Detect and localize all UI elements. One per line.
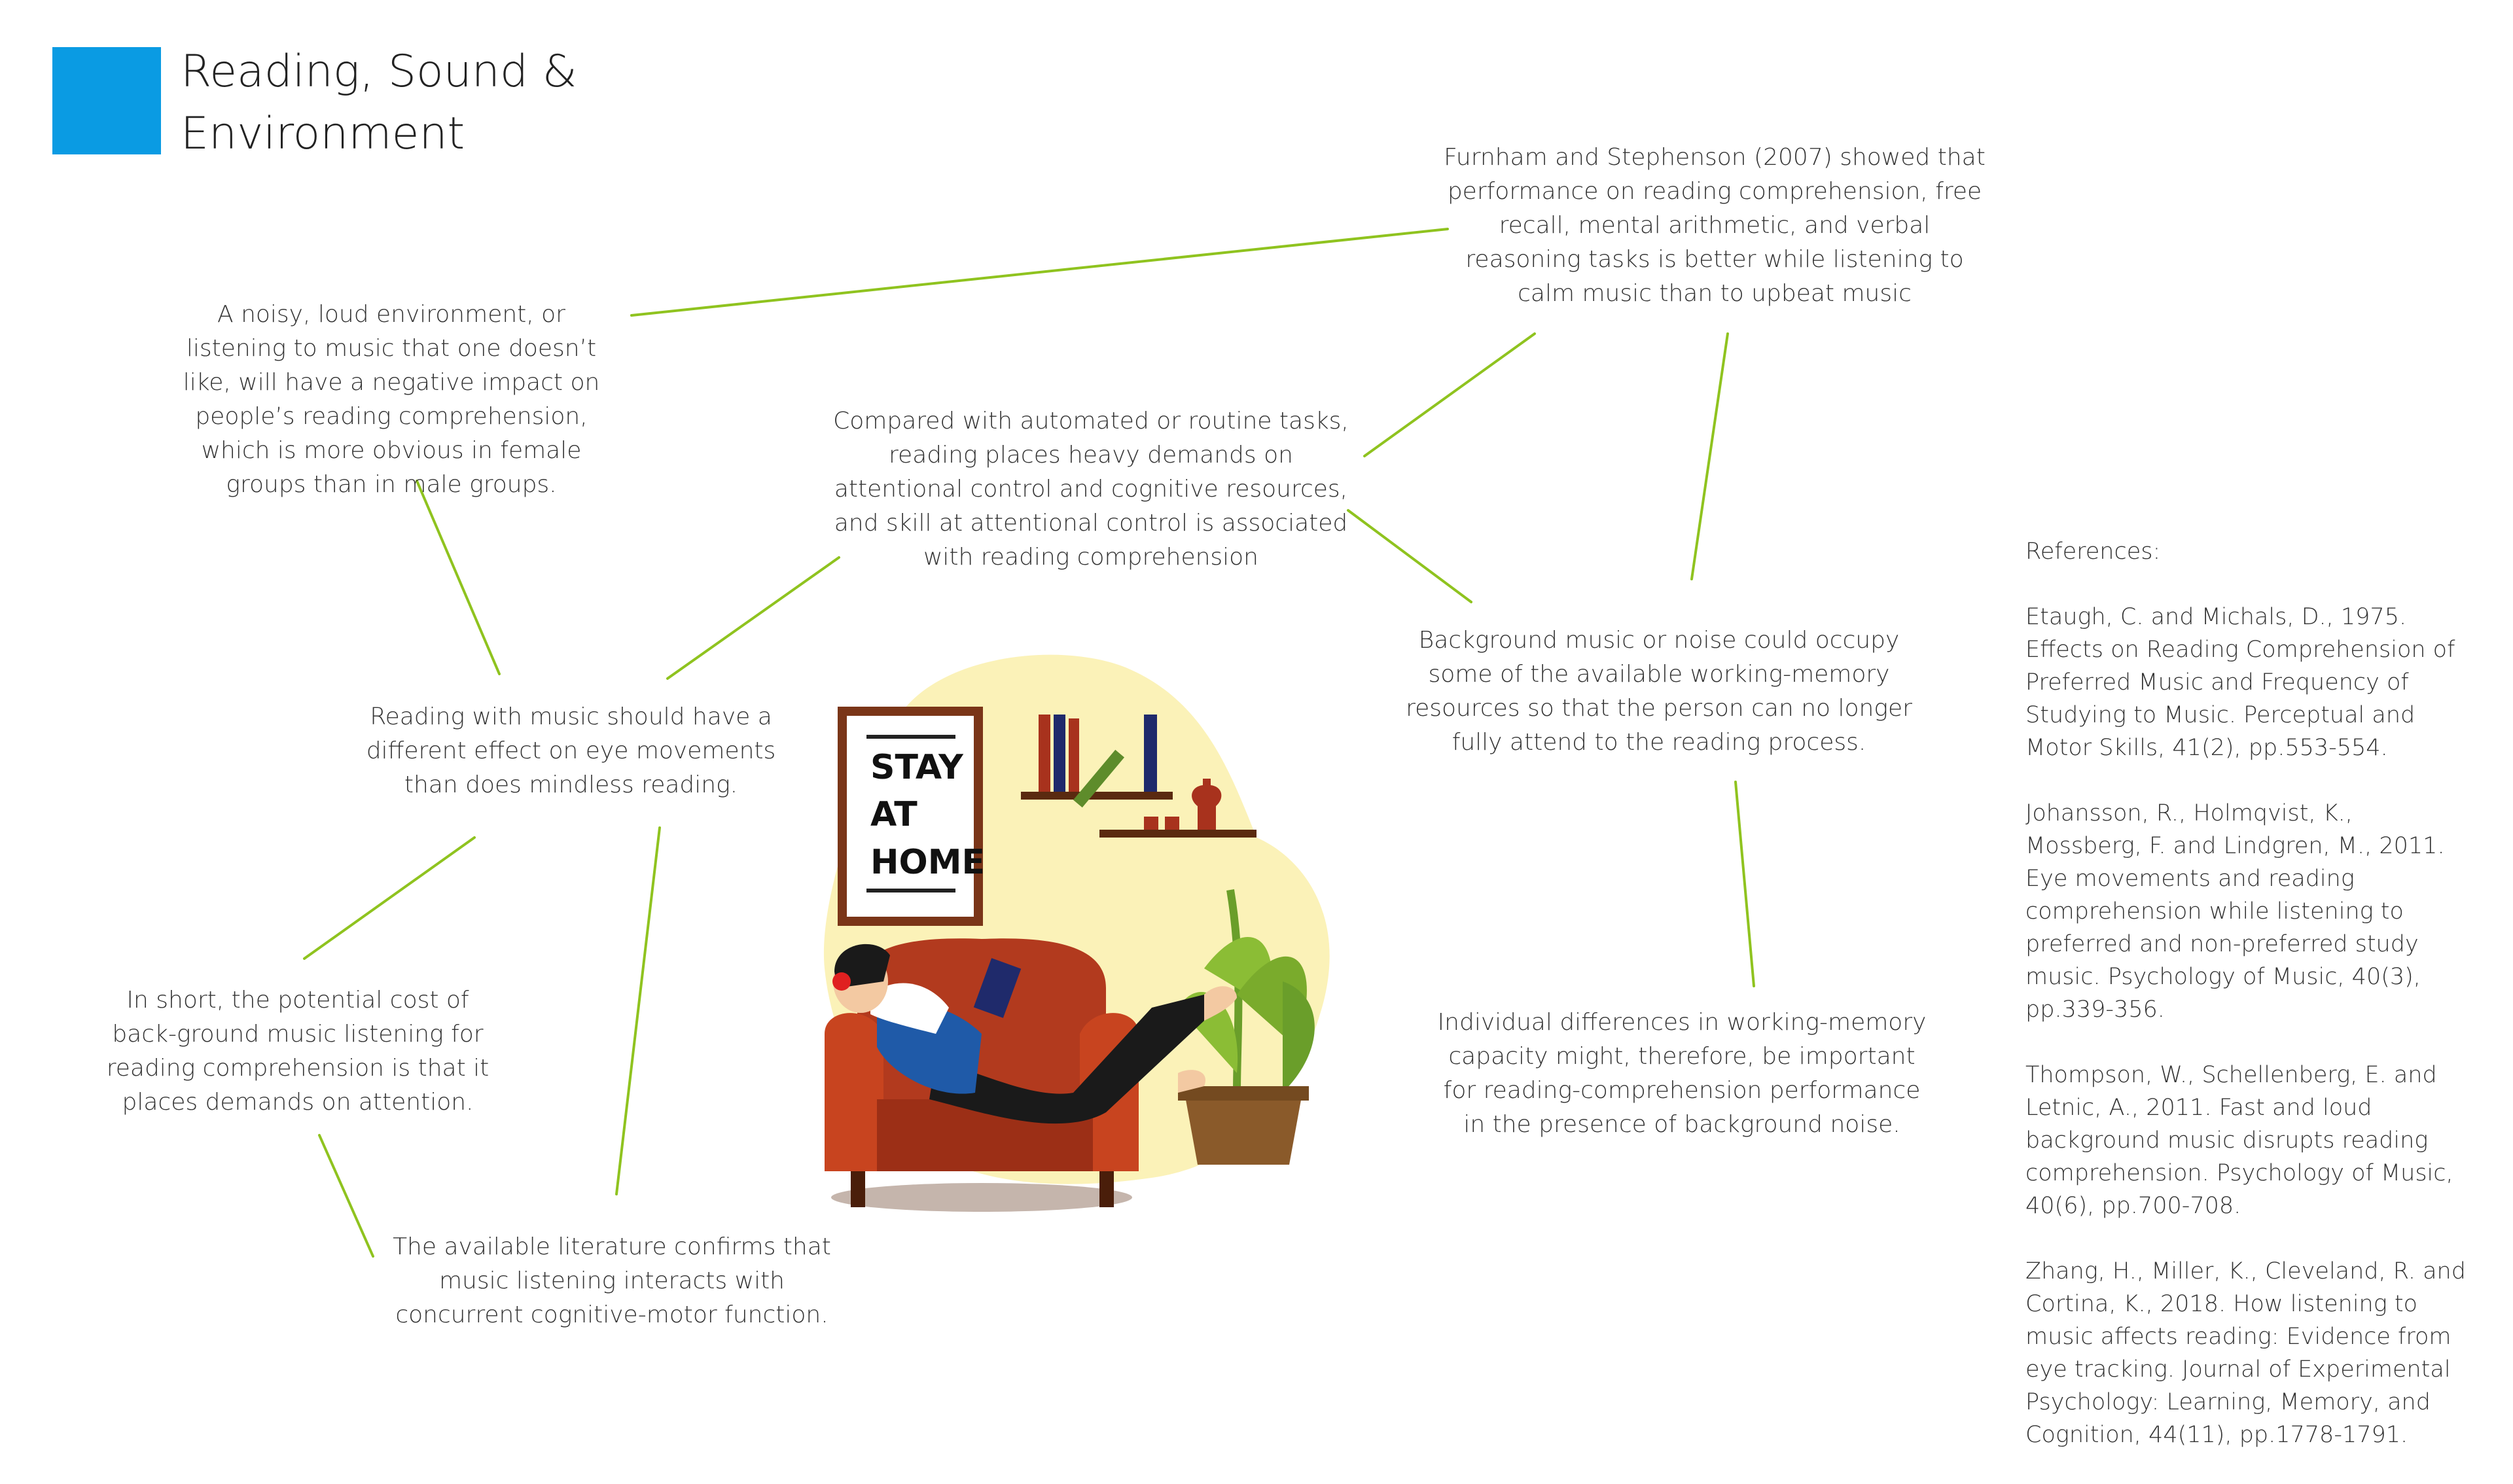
reference-item: Thompson, W., Schellenberg, E. and Letnic, A., 2011. Fast and loud background music disrupts reading comprehension. Psychology of Music, 40(6), pp.700-708. (2025, 1062, 2453, 1219)
reference-item: Etaugh, C. and Michals, D., 1975. Effects on Reading Comprehension of Preferred Music and Frequency of Studying to Music. Perceptual and Motor Skills, 41(2), pp.553-554. (2025, 604, 2455, 761)
note-in-short: In short, the potential cost of back-ground music listening for reading comprehension is that it places demands on attention. (106, 987, 490, 1116)
poster-line-2: AT (870, 795, 918, 834)
reference-item: Zhang, H., Miller, K., Cleveland, R. and Cortina, K., 2018. How listening to music affects reading: Evidence from eye tracking. Journal of Experimental Psychology: Learning, Memory, and Cognition, 44(11), pp.1778-1791. (2025, 1258, 2466, 1448)
connector-furnham-background (1692, 334, 1728, 579)
connector-furnham-compared (1364, 334, 1535, 456)
note-furnham: Furnham and Stephenson (2007) showed that performance on reading comprehension, free recall, mental arithmetic, and verbal reasoning tasks is better while listening to calm music than to upbeat music (1444, 144, 1986, 307)
note-available-literature: The available literature confirms that music listening interacts with concurrent cognitive-motor function. (393, 1233, 831, 1328)
poster-line-1: STAY (870, 748, 963, 787)
reading-person-illustration (785, 641, 1414, 1230)
references-heading: References: (2025, 539, 2161, 565)
connector-noisy-eye (417, 481, 499, 674)
note-eye-movements: Reading with music should have a different effect on eye movements than does mindless reading. (366, 703, 776, 798)
note-individual-differences: Individual differences in working-memory capacity might, therefore, be important for reading-comprehension performance in the presence of background noise. (1437, 1009, 1927, 1138)
note-compared-tasks: Compared with automated or routine tasks, reading places heavy demands on attentional control and cognitive resources, and skill at attentional control is associated with reading comprehension (833, 408, 1349, 571)
connector-compared-background (1348, 510, 1471, 602)
page-title: Reading, Sound & Environment (181, 46, 577, 160)
connector-background-individual (1736, 782, 1754, 986)
stay-at-home-poster (838, 707, 985, 926)
note-background-music: Background music or noise could occupy some of the available working-memory resources so that the person can no longer fully attend to the reading process. (1406, 627, 1912, 756)
reference-item: Johansson, R., Holmqvist, K., Mossberg, F. and Lindgren, M., 2011. Eye movements and reading comprehension while listening to preferred and non-preferred study music. Psychology of Music, 40(3), pp.339-356. (2025, 800, 2445, 1023)
connector-noisy-furnham (632, 229, 1448, 315)
connector-short-literature (319, 1135, 373, 1256)
connector-eye-literature (616, 828, 660, 1194)
poster-line-3: HOME (870, 843, 985, 882)
connector-eye-short (304, 838, 474, 959)
note-noisy-environment: A noisy, loud environment, or listening to music that one doesn’t like, will have a negative impact on people’s reading comprehension, which is more obvious in female groups than in male groups. (183, 301, 600, 498)
references-panel (2025, 535, 2470, 1484)
